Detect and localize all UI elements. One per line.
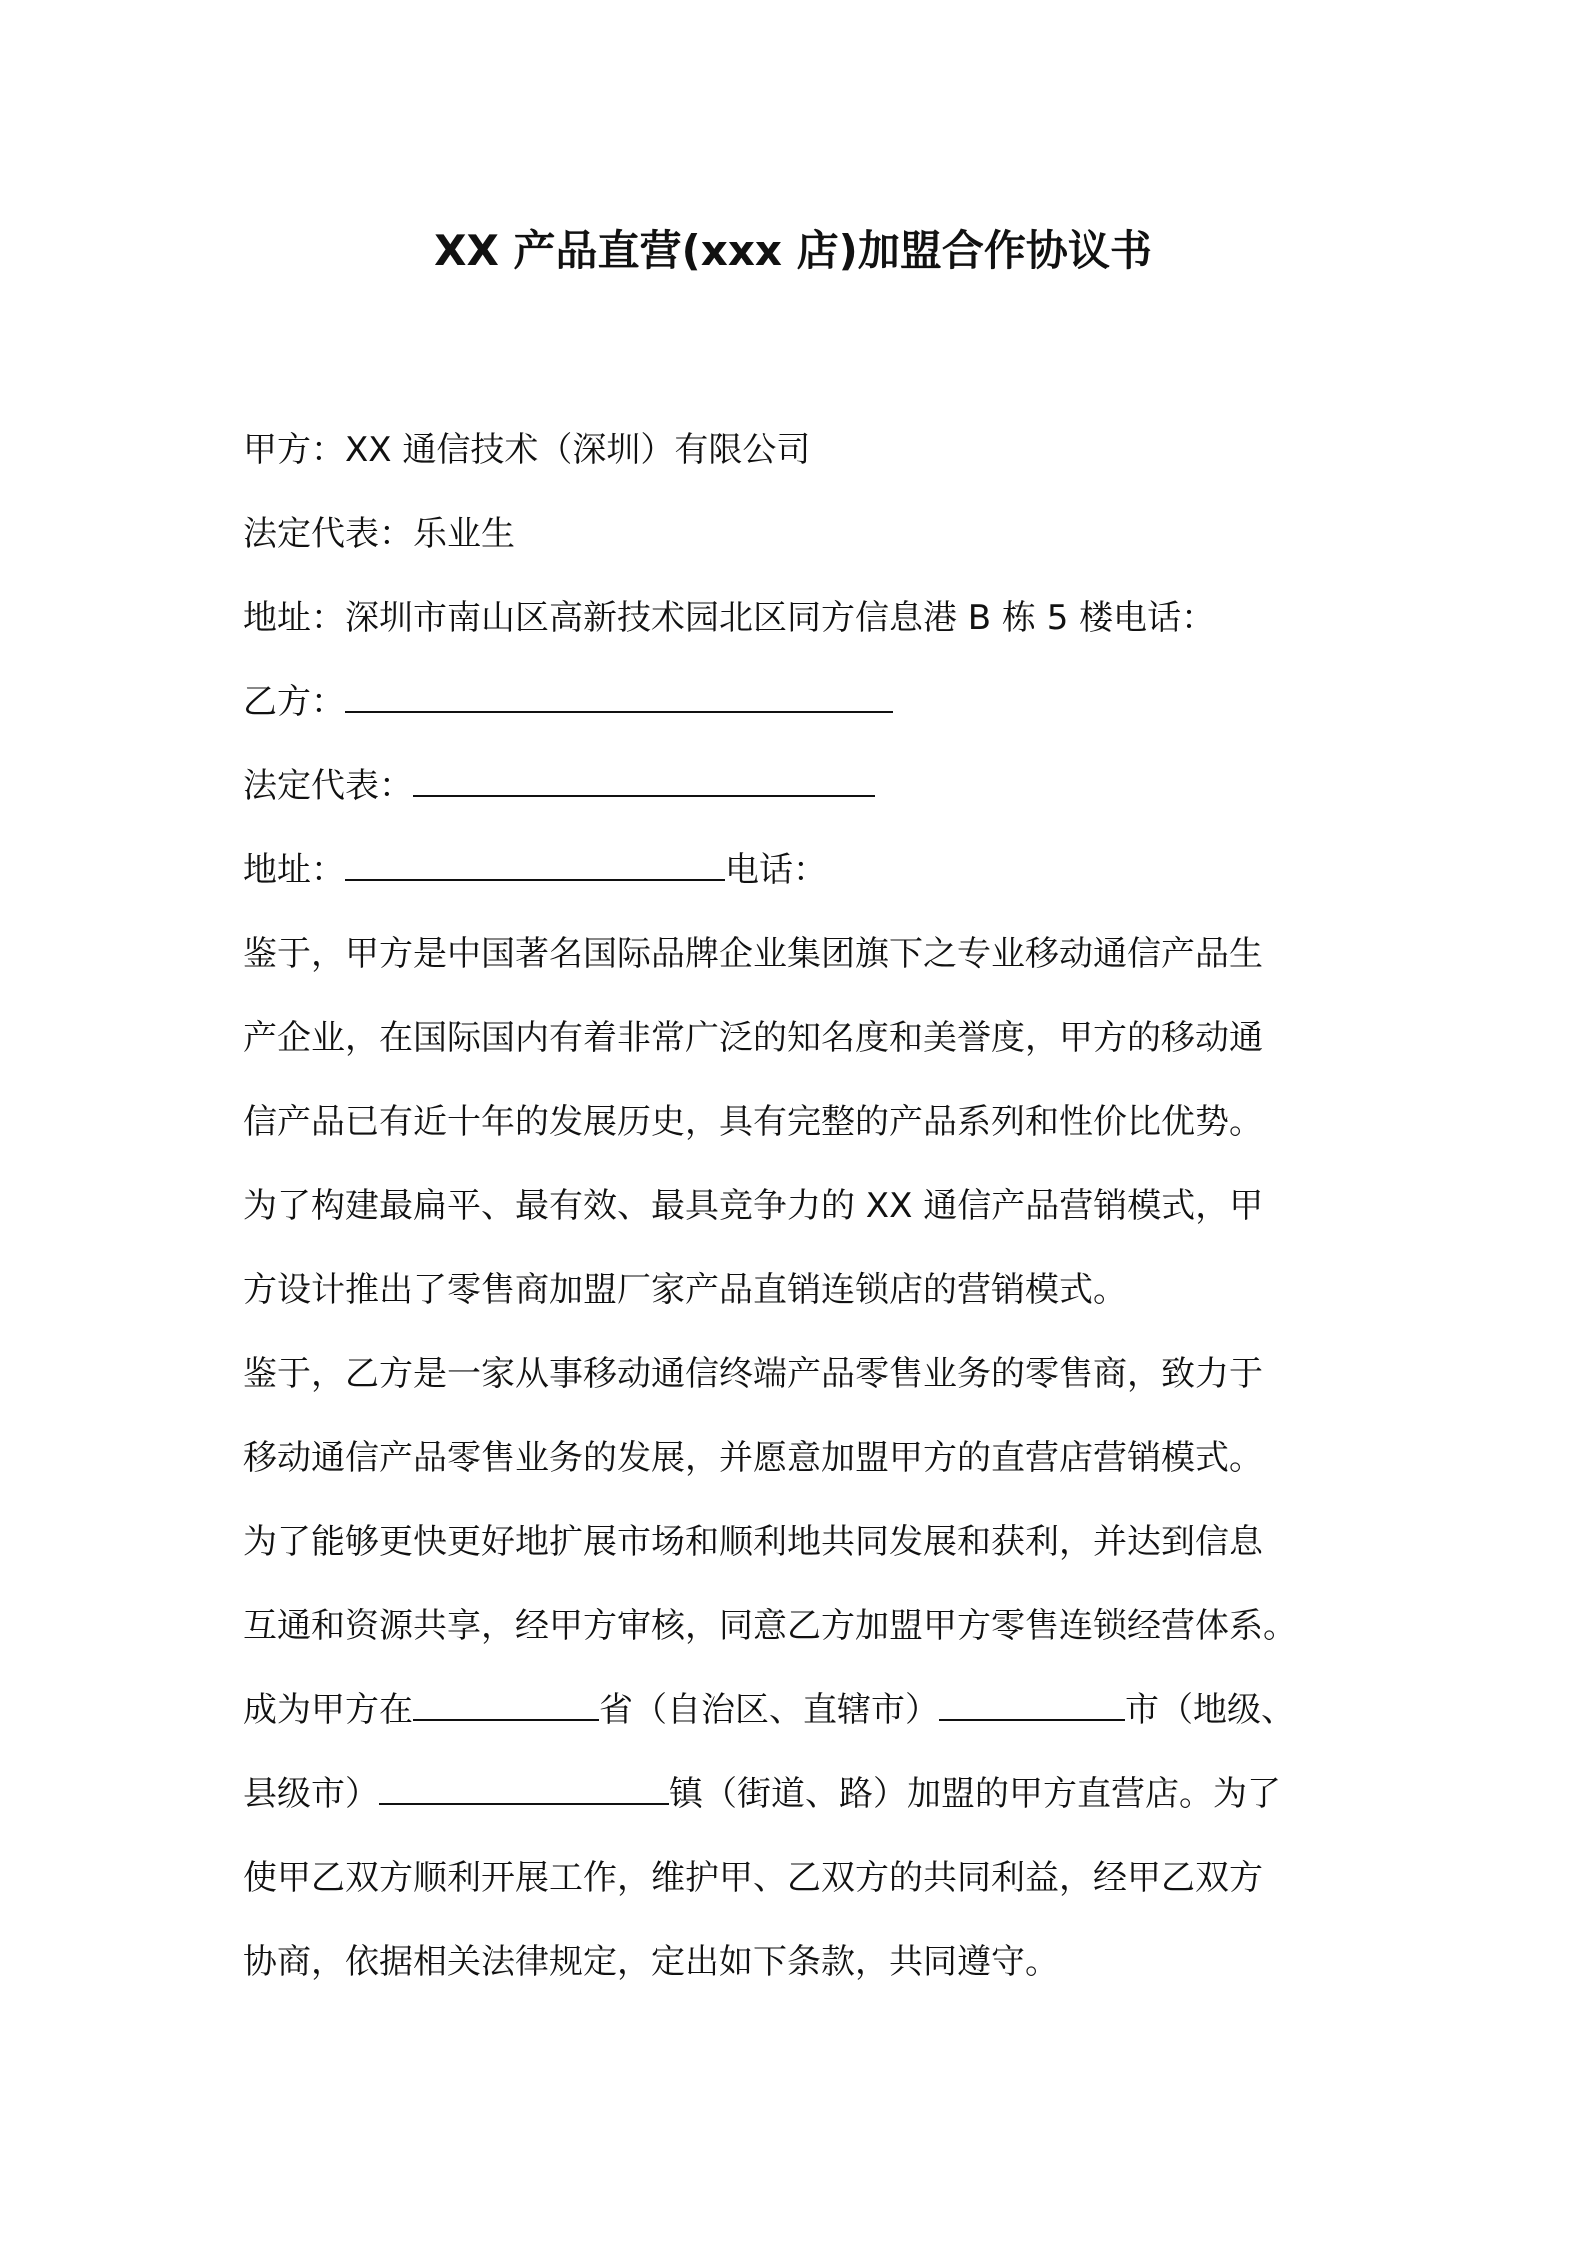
party-b-name-blank <box>345 683 893 713</box>
paragraph-1-line: 方设计推出了零售商加盟厂家产品直销连锁店的营销模式。 <box>243 1270 1127 1310</box>
party-b-address-blank <box>345 851 725 881</box>
party-b-label: 乙方： <box>243 682 345 722</box>
party-b-address-line <box>243 828 1363 912</box>
paragraph-4-segment: 省（自治区、直辖市） <box>599 1690 939 1730</box>
paragraph-1-line: 为了构建最扁平、最有效、最具竞争力的 XX 通信产品营销模式，甲 <box>243 1186 1264 1226</box>
paragraph-4-segment: 成为甲方在 <box>243 1690 413 1730</box>
paragraph-4-segment: 县级市） <box>243 1774 379 1814</box>
paragraph-2-line: 鉴于，乙方是一家从事移动通信终端产品零售业务的零售商，致力于 <box>243 1354 1263 1394</box>
party-b-representative-line <box>243 744 1363 828</box>
province-blank <box>413 1691 599 1721</box>
party-b-phone-label: 电话： <box>725 850 827 890</box>
party-b-representative-blank <box>413 767 875 797</box>
party-a-representative-line: 法定代表：乐业生 <box>243 514 515 554</box>
document-title: XX 产品直营(xxx 店)加盟合作协议书 <box>434 226 1152 275</box>
paragraph-1-line: 鉴于，甲方是中国著名国际品牌企业集团旗下之专业移动通信产品生 <box>243 934 1263 974</box>
paragraph-3-line: 为了能够更快更好地扩展市场和顺利地共同发展和获利，并达到信息 <box>243 1522 1263 1562</box>
paragraph-1-line: 产企业，在国际国内有着非常广泛的知名度和美誉度，甲方的移动通 <box>243 1018 1263 1058</box>
paragraph-4-line: 协商，依据相关法律规定，定出如下条款，共同遵守。 <box>243 1942 1059 1982</box>
paragraph-1-line: 信产品已有近十年的发展历史，具有完整的产品系列和性价比优势。 <box>243 1102 1263 1142</box>
party-b-line <box>243 660 1363 744</box>
paragraph-4-line <box>243 1668 1363 1752</box>
city-blank <box>939 1691 1125 1721</box>
paragraph-4-line <box>243 1752 1363 1836</box>
document-body <box>243 408 1363 2004</box>
party-a-line: 甲方：XX 通信技术（深圳）有限公司 <box>243 430 811 470</box>
party-a-address-line: 地址：深圳市南山区高新技术园北区同方信息港 B 栋 5 楼电话： <box>243 598 1216 638</box>
town-blank <box>379 1775 669 1805</box>
party-b-representative-label: 法定代表： <box>243 766 413 806</box>
paragraph-3-line: 互通和资源共享，经甲方审核，同意乙方加盟甲方零售连锁经营体系。 <box>243 1606 1297 1646</box>
party-b-address-label: 地址： <box>243 850 345 890</box>
paragraph-4-segment: 镇（街道、路）加盟的甲方直营店。为了 <box>669 1774 1281 1814</box>
paragraph-2-line: 移动通信产品零售业务的发展，并愿意加盟甲方的直营店营销模式。 <box>243 1438 1263 1478</box>
paragraph-4-line: 使甲乙双方顺利开展工作，维护甲、乙双方的共同利益，经甲乙双方 <box>243 1858 1263 1898</box>
paragraph-4-segment: 市（地级、 <box>1125 1690 1295 1730</box>
